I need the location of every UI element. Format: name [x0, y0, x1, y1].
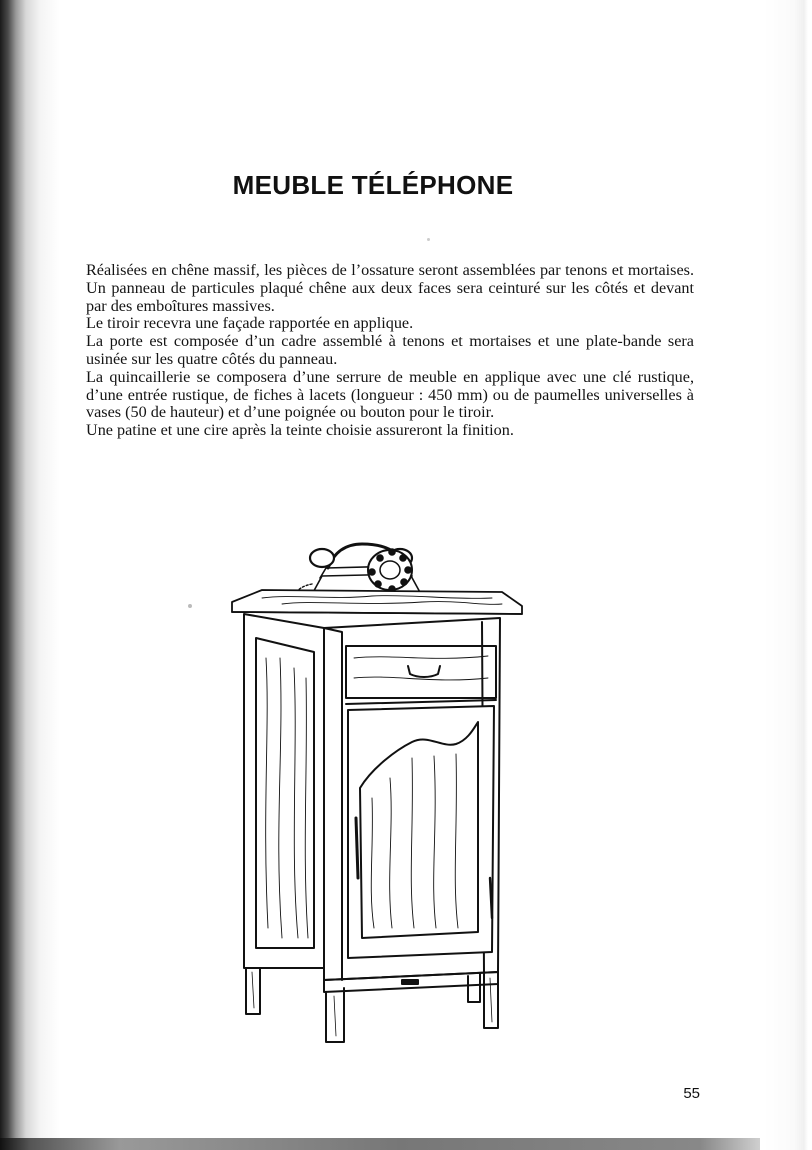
door-lock-escutcheon [356, 818, 358, 878]
paragraph-structure: Réalisées en chêne massif, les pièces de l’ossature seront assemblées par tenons et mortaises. Un panneau de particules plaqué chêne aux deux faces sera ceinturé sur les côtés et devant par des emboîtures massives. [86, 261, 694, 315]
paragraph-door: La porte est composée d’un cadre assemblé à tenons et mortaises et une plate-bande sera usinée sur les quatre côtés du panneau. [86, 332, 694, 368]
cabinet-top [232, 590, 522, 614]
cabinet-body [244, 614, 500, 992]
paragraph-hardware: La quincaillerie se composera d’une serrure de meuble en applique avec une clé rustique, d’une entrée rustique, de fiches à lacets (longueur : 450 mm) ou de paumelles universelles à vases (50 de hauteur) et d’une poignée ou bouton pour le tiroir. [86, 367, 694, 422]
door [348, 706, 494, 958]
page-number: 55 [683, 1085, 700, 1102]
body-text [86, 262, 694, 440]
scan-bottom-edge [0, 1138, 760, 1150]
page-edge-shadow [764, 0, 812, 1150]
telephone-cabinet-illustration [222, 528, 532, 1048]
cabinet-legs [246, 968, 498, 1042]
speck [188, 604, 192, 608]
page-title: MEUBLE TÉLÉPHONE [232, 170, 514, 200]
speck [427, 238, 430, 241]
paragraph-finish: Une patine et une cire après la teinte choisie assureront la finition. [86, 421, 514, 440]
paragraph-drawer: Le tiroir recevra une façade rapportée en applique. [86, 314, 414, 333]
